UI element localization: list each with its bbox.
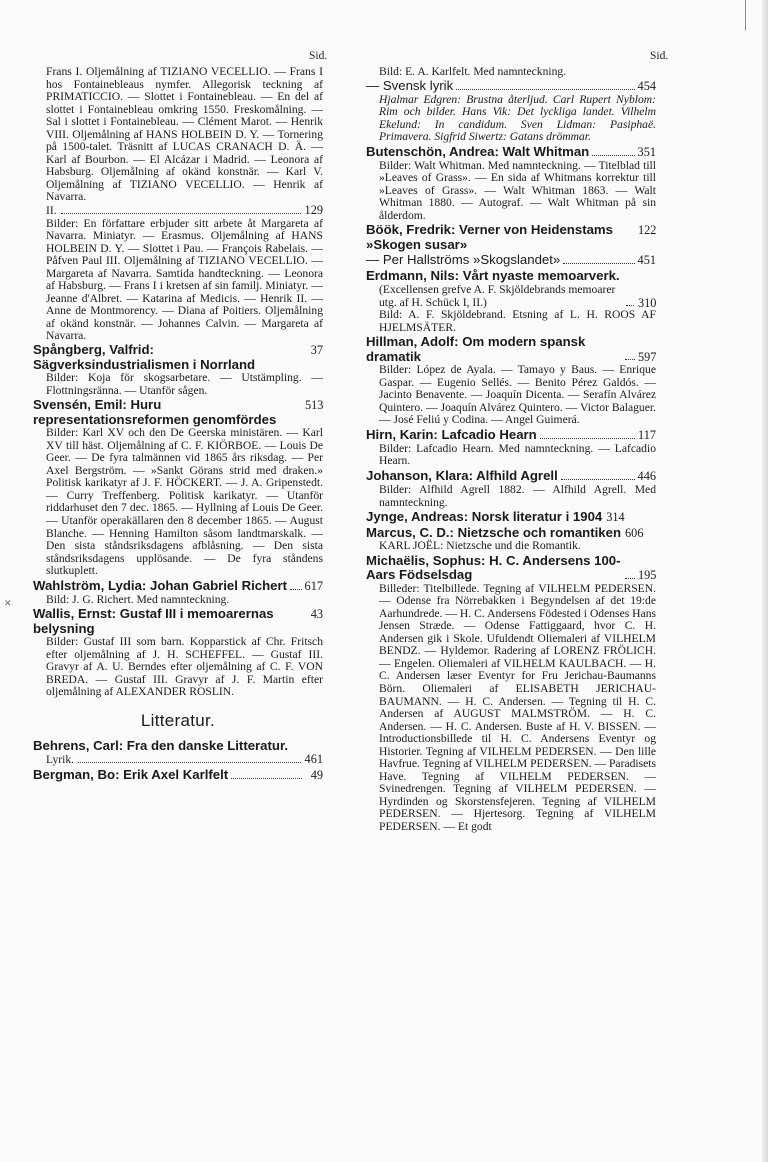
entry-heading	[366, 223, 656, 252]
page-number: 454	[637, 78, 656, 93]
entry-page-line	[33, 753, 323, 767]
leader-dots	[563, 263, 634, 264]
entry-continuation-body	[366, 66, 656, 79]
entry-heading	[366, 526, 656, 541]
entry-body	[33, 372, 323, 397]
part-label: II.	[46, 204, 57, 218]
toc-entry	[366, 253, 656, 268]
toc-entry	[33, 768, 323, 783]
page-number: 37	[310, 343, 323, 358]
leader-dots	[561, 479, 635, 480]
continuation-paragraph: Frans I. Oljemålning af TIZIANO VECELLIO. — Frans I hos Fontainebleaus nymfer. Allegorisk teckning af PRIMATICCIO. — Slottet i Fontainebleau. — En del af slottet i Fontainebleau omkring 1550. Freskomålning. — Sal i slottet i Fontainebleau. — Clément Marot. — Henrik VIII. Oljemålning af HANS HOLBEIN D. Y. — Tornering på 1500-talet. Träsnitt af LUCAS CRANACH D. Ä. — Karl af Bourbon. — El Alcázar i Madrid. — Leonora af Habsburg. Oljemålning af okänd konstnär. — Karl V. Oljemålning af TIZIANO VECELLIO. — Henrik af Navarra.	[46, 65, 323, 204]
entry-body	[33, 427, 323, 578]
page-number: 446	[637, 468, 656, 483]
entry-heading	[366, 145, 656, 160]
entry-title: Bergman, Bo: Erik Axel Karlfelt	[33, 767, 229, 783]
entry-heading	[33, 768, 323, 783]
page-edge-shadow	[762, 0, 768, 1162]
leader-dots	[625, 359, 635, 360]
toc-entry	[366, 510, 656, 525]
leader-dots	[290, 589, 302, 590]
toc-entry	[366, 223, 656, 252]
toc-entry	[33, 343, 323, 397]
entry-heading	[33, 607, 323, 636]
illustrations-list: Bilder: En författare erbjuder sitt arbete åt Margareta af Navarra. Miniatyr. — Erasmus. Oljemålning af HANS HOLBEIN D. Y. — Slottet i Pau. — François Rabelais. — Påfven Paul III. Oljemålning af TIZIANO VECELLIO. — Margareta af Navarra. Samtida handteckning. — Leonora af Habsburg. — Frans I i kretsen af sin familj. Miniatyr. — Jeanne d'Albret. — Katarina af Medicis. — Henrik II. — Anne de Montmorency. — Diana af Poitiers. Oljemålning af okänd konstnär. — Johannes Calvin. — Margareta af Navarra.	[46, 216, 323, 343]
leader-dots	[456, 89, 634, 90]
entry-body	[366, 540, 656, 553]
illustrations-list: Bild: J. G. Richert. Med namnteckning.	[46, 592, 230, 606]
entry-heading	[366, 428, 656, 443]
entry-heading	[366, 469, 656, 484]
column-header-sid-left: Sid.	[309, 50, 328, 62]
entry-title: Svensén, Emil: Huru representationsreformen genomfördes	[33, 397, 277, 427]
entry-body	[366, 443, 656, 468]
entry-heading	[33, 398, 323, 427]
page-number: 49	[310, 768, 323, 783]
contents-list: Hjalmar Edgren: Brustna återljud. Carl Rupert Nyblom: Rim och bilder. Hans Vik: Det lyckliga landet. Vilhelm Ekelund: In candidum. Sven Lidman: Pasiphaë. Primavera. Sigfrid Siwertz: Gatans drömmar.	[379, 92, 656, 144]
entry-subtitle: (Excellensen grefve A. F. Skjöldebrands memoarer utg. af H. Schück I, II.)	[379, 282, 616, 309]
left-column	[33, 66, 323, 784]
entry-title: Butenschön, Andrea: Walt Whitman	[366, 143, 590, 159]
entry-continuation-body	[33, 66, 323, 204]
margin-mark: ✕	[4, 598, 12, 608]
leader-dots	[78, 762, 301, 763]
entry-title: Böök, Fredrik: Verner von Heidenstams »Skogen susar»	[366, 222, 613, 252]
toc-entry	[366, 428, 656, 468]
leader-dots	[626, 305, 634, 306]
page-number: 461	[304, 752, 323, 767]
entry-title: Marcus, C. D.: Nietzsche och romantiken	[366, 524, 622, 540]
entry-subtitle: Lyrik.	[46, 753, 75, 767]
entry-title: Wahlström, Lydia: Johan Gabriel Richert	[33, 577, 288, 593]
toc-entry	[33, 607, 323, 699]
page-number: 122	[638, 223, 657, 238]
leader-dots	[540, 438, 635, 439]
entry-heading: Erdmann, Nils: Vårt nyaste memoarverk.	[366, 268, 620, 284]
illustrations-list: Bild: A. F. Skjöldebrand. Etsning af L. H. ROOS AF HJELMSÄTER.	[379, 308, 656, 334]
toc-entry	[33, 398, 323, 578]
illustrations-list: Bild: E. A. Karlfelt. Med namnteckning.	[379, 65, 567, 78]
page-number: 606	[625, 525, 644, 540]
leader-dots	[625, 578, 635, 579]
entry-title: Jynge, Andreas: Norsk literatur i 1904	[366, 509, 603, 525]
page-number: 195	[638, 568, 657, 583]
leader-dots	[61, 213, 301, 214]
illustrations-list: Bilder: Koja för skogsarbetare. — Utstämpling. — Flottningsränna. — Utanför sågen.	[46, 371, 323, 397]
entry-title: Spångberg, Valfrid: Sägverksindustrialismen i Norrland	[33, 342, 256, 372]
leader-dots	[231, 778, 302, 779]
entry-title: — Svensk lyrik	[366, 77, 454, 93]
page-number: 351	[637, 144, 656, 159]
toc-entry	[366, 79, 656, 144]
illustrations-list: Bilder: Gustaf III som barn. Kopparstick af Chr. Fritsch efter oljemålning af J. H. SCHEFFEL. — Gustaf III. Gravyr af A. U. Berndes efter oljemålning af C. F. VON BREDA. — Gustaf III. Gravyr af J. F. Martin efter oljemålning af ALEXANDER ROSLIN.	[46, 635, 323, 699]
toc-entry	[33, 739, 323, 767]
entry-heading	[366, 335, 656, 364]
entry-title: Behrens, Carl: Fra den danske Litteratur.	[33, 737, 289, 753]
entry-title: Wallis, Ernst: Gustaf III i memoarernas belysning	[33, 606, 274, 636]
column-header-sid-right: Sid.	[650, 50, 669, 62]
entry-title: — Per Hallströms »Skogslandet»	[366, 252, 561, 268]
entry-heading	[366, 253, 656, 268]
entry-heading	[366, 554, 656, 583]
section-title-litteratur: Litteratur.	[140, 710, 216, 730]
page-number: 43	[310, 607, 323, 622]
illustrations-list: Billeder: Titelbillede. Tegning af VILHELM PEDERSEN. — Odense fra Nörrebakken i Begyndelsen af det 19:de Aarhundrede. — H. C. Andersens Födested i Odenses Hans Jensen Stræde. — Odense Fattiggaard, hvor C. H. Andersen gik i Skole. Ufuldendt Oliemaleri af VILHELM BENDZ. — Hyldemor. Radering af LORENZ FRÖLICH. — Engelen. Oliemaleri af VILHELM KAULBACH. — H. C. Andersen læser Eventyr for Fru Jerichau-Baumanns Börn. Oliemaleri af ELISABETH JERICHAU-BAUMANN. — H. C. Andersen. — Tegning til H. C. Andersen af AUGUST MALMSTRÖM. — H. C. Andersen. — H. C. Andersen. Buste af H. V. BISSEN. — Introductionsbillede til H. C. Andersens Eventyr og Historier. Tegning af VILHELM PEDERSEN. — Den lille Havfrue. Tegning af VILHELM PEDERSEN. — Paradisets Have. Tegning af VILHELM PEDERSEN. — Svinedrengen. Tegning af VILHELM PEDERSEN. — Hyrdinden og Skorstensfejeren. Tegning af VILHELM PEDERSEN. — Hjertesorg. Tegning af VILHELM PEDERSEN. — Et godt	[379, 581, 656, 834]
page-number: 597	[638, 349, 657, 364]
illustrations-list: Bilder: Alfhild Agrell 1882. — Alfhild Agrell. Med namnteckning.	[379, 482, 656, 509]
toc-entry	[366, 469, 656, 509]
entry-title: Hillman, Adolf: Om modern spansk dramatik	[366, 334, 586, 364]
entry-body	[366, 160, 656, 223]
illustrations-list: Bilder: Walt Whitman. Med namnteckning. — Titelblad till »Leaves of Grass». — En sida af Whitmans korrektur till »Leaves of Grass». — Walt Whitman 1863. — Walt Whitman 1880. — Autograf. — Walt Whitman på sin ålderdom.	[379, 158, 656, 222]
entry-body	[366, 94, 656, 144]
toc-entry	[366, 145, 656, 223]
entry-body	[366, 309, 656, 334]
leader-dots	[592, 155, 634, 156]
entry-body	[366, 583, 656, 834]
illustrations-list: Bilder: Karl XV och den De Geerska ministären. — Karl XV till häst. Oljemålning af C. F. KIÖRBOE. — Louis De Geer. — De fyra talmännen vid 1865 års riksdag. — Per Axel Bergström. — »Sankt Görans strid med draken.» Politisk karikatyr af J. F. HÖCKERT. — J. A. Gripenstedt. — Curry Treffenberg. Politisk karikatyr. — Utanför riddarhuset den 7 dec. 1865. — Hyllning af Louis De Geer. — Utanför operakällaren den 8 december 1865. — August Blanche. — Henning Hamilton såsom landtmarskalk. — Den sista ståndsriksdagens afblåsning. — Den sista ståndsriksdagens upplösande. — De fyra ståndens slutkuplett.	[46, 426, 323, 578]
entry-heading	[33, 343, 323, 372]
entry-page-line	[33, 204, 323, 218]
entry-heading	[366, 79, 656, 94]
entry-page-line	[366, 284, 656, 309]
page-crop-mark	[745, 0, 746, 30]
entry-body	[33, 218, 323, 343]
page-number: 117	[638, 427, 656, 442]
right-column	[366, 66, 656, 835]
toc-entry	[366, 526, 656, 553]
toc-entry	[366, 269, 656, 334]
page-number: 314	[606, 510, 625, 525]
entry-body	[33, 636, 323, 699]
toc-entry	[366, 554, 656, 834]
page-number: 310	[638, 295, 657, 310]
illustrations-list: Bilder: Lafcadio Hearn. Med namnteckning. — Lafcadio Hearn.	[379, 441, 656, 468]
illustrations-list: Bilder: López de Ayala. — Tamayo y Baus. — Enrique Gaspar. — Eugenio Sellés. — Benito Pérez Galdós. — Jacinto Benavente. — Joaquín Dicenta. — Serafín Alvárez Quintero. — Joaquín Alvárez Quintero. — Victor Balaguer. — José Feliú y Codina. — Angel Guimerá.	[379, 363, 656, 427]
entry-heading	[366, 510, 656, 525]
entry-title: Michaëlis, Sophus: H. C. Andersens 100-Aars Födselsdag	[366, 552, 621, 583]
toc-entry	[366, 335, 656, 427]
entry-body	[33, 594, 323, 607]
page-number: 129	[304, 203, 323, 218]
contents-list: KARL JOËL: Nietzsche und die Romantik.	[379, 539, 581, 553]
entry-heading	[33, 579, 323, 594]
entry-title: Hirn, Karin: Lafcadio Hearn	[366, 426, 537, 442]
entry-body	[366, 484, 656, 509]
entry-title: Johanson, Klara: Alfhild Agrell	[366, 467, 558, 483]
page-number: 617	[304, 578, 323, 593]
page-number: 513	[305, 398, 324, 413]
entry-heading	[33, 739, 323, 754]
entry-body	[366, 364, 656, 427]
page-number: 451	[637, 253, 656, 268]
toc-entry	[33, 579, 323, 607]
